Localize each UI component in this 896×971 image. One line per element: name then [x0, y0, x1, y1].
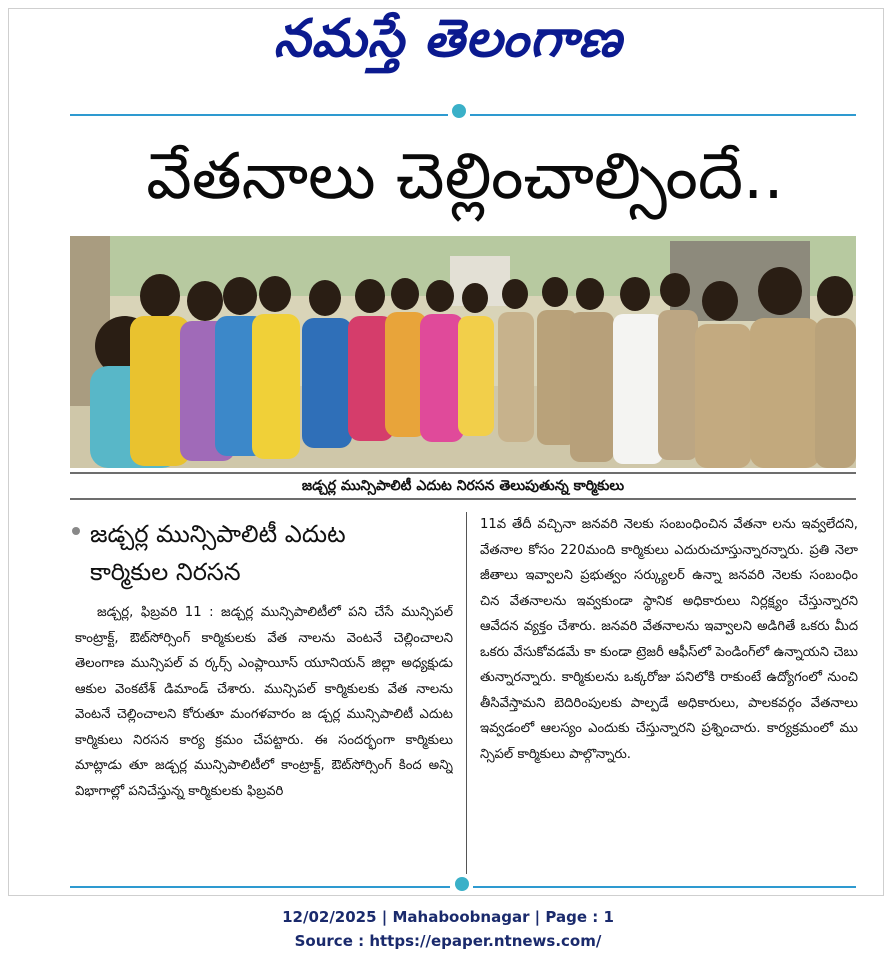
clip-bottom-line-left — [70, 886, 450, 888]
subheadline-line-1: జడ్చర్ల మున్సిపాలిటీ ఎదుట — [90, 520, 346, 548]
footer-info: 12/02/2025 | Mahaboobnagar | Page : 1 — [282, 908, 614, 926]
clip-bottom-dot — [455, 877, 469, 891]
article-subheadline — [90, 515, 450, 591]
subheadline-bullet-icon — [72, 527, 80, 535]
newspaper-masthead: నమస్తే తెలంగాణ — [273, 9, 623, 69]
photo-caption: జడ్చర్ల మున్సిపాలిటీ ఎదుట నిరసన తెలుపుతున్న కార్మికులు — [70, 472, 856, 500]
article-body-left-column: జడ్చర్ల, ఫిబ్రవరి 11 : జడ్చర్ల మున్సిపాలిటీలో పని చేసే మున్సిపల్ కాంట్రాక్ట్, ఔట్‌సోర్సింగ్ కార్మికులకు వేత నాలను వెంటనే చెల్లించాలని తెలంగాణ మున్సిపల్ వ ర్కర్స్ ఎంప్లాయీస్ యూనియన్ జిల్లా అధ్యక్షుడు ఆకుల వెంకటేశ్ డిమాండ్ చేశారు. మున్సిపల్ కార్మికులకు వేత నాలను వెంటనే చెల్లించాలని కోరుతూ మంగళవారం జ డ్చర్ల మున్సిపాలిటీ ఎదుట కార్మికులు నిరసన కార్య క్రమం చేపట్టారు. ఈ సందర్భంగా కార్మికులు మాట్లాడు తూ జడ్చర్ల మున్సిపాలిటీలో కాంట్రాక్ట్, ఔట్‌సోర్సింగ్ కింద అన్ని విభాగాల్లో పనిచేస్తున్న కార్మికులకు ఫిబ్రవరి — [75, 605, 453, 799]
article-headline: వేతనాలు చెల్లించాల్సిందే.. — [146, 140, 784, 214]
clip-bottom-line-right — [473, 886, 856, 888]
clip-top-line-left — [70, 114, 448, 116]
protest-photo — [70, 236, 856, 468]
footer-source: Source : https://epaper.ntnews.com/ — [294, 932, 602, 950]
clip-top-dot — [452, 104, 466, 118]
column-divider — [466, 512, 467, 874]
article-body-right-column: 11వ తేదీ వచ్చినా జనవరి నెలకు సంబంధించిన వేతనా లను ఇవ్వలేదని, వేతనాల కోసం 220మంది కార్మికులు ఎదురుచూస్తున్నారన్నారు. ప్రతి నెలా జీతాలు ఇవ్వాలని ప్రభుత్వం సర్క్యులర్ ఉన్నా జనవరి నెలకు సంబంధిం చిన వేతనాలను ఇవ్వకుండా స్థానిక అధికారులు నిర్లక్ష్యం చేస్తున్నారని ఆవేదన వ్యక్తం చేశారు. జనవరి వేతనాలను ఇవ్వాలని అడిగితే ఒకరు మీద ఒకరు వేసుకోవడమే కా కుండా ట్రెజరీ ఆఫీస్‌లో పెండింగ్‌లో ఉన్నాయని చెబు తున్నారన్నారు. కార్మికులను ఒక్కరోజు పనిలోకి రాకుంటే ఉద్యోగంలో నుంచి తీసివేస్తామని బెదిరింపులకు పాల్పడే అధికారులు, పాలకవర్గం వేతనాలు ఇవ్వడంలో ఆలస్యం ఎందుకు చేస్తున్నారని ప్రశ్నించారు. కార్యక్రమంలో ము న్సిపల్ కార్మికులు పాల్గొన్నారు. — [480, 517, 858, 762]
subheadline-line-2: కార్మికుల నిరసన — [90, 558, 241, 586]
clip-top-line-right — [470, 114, 856, 116]
